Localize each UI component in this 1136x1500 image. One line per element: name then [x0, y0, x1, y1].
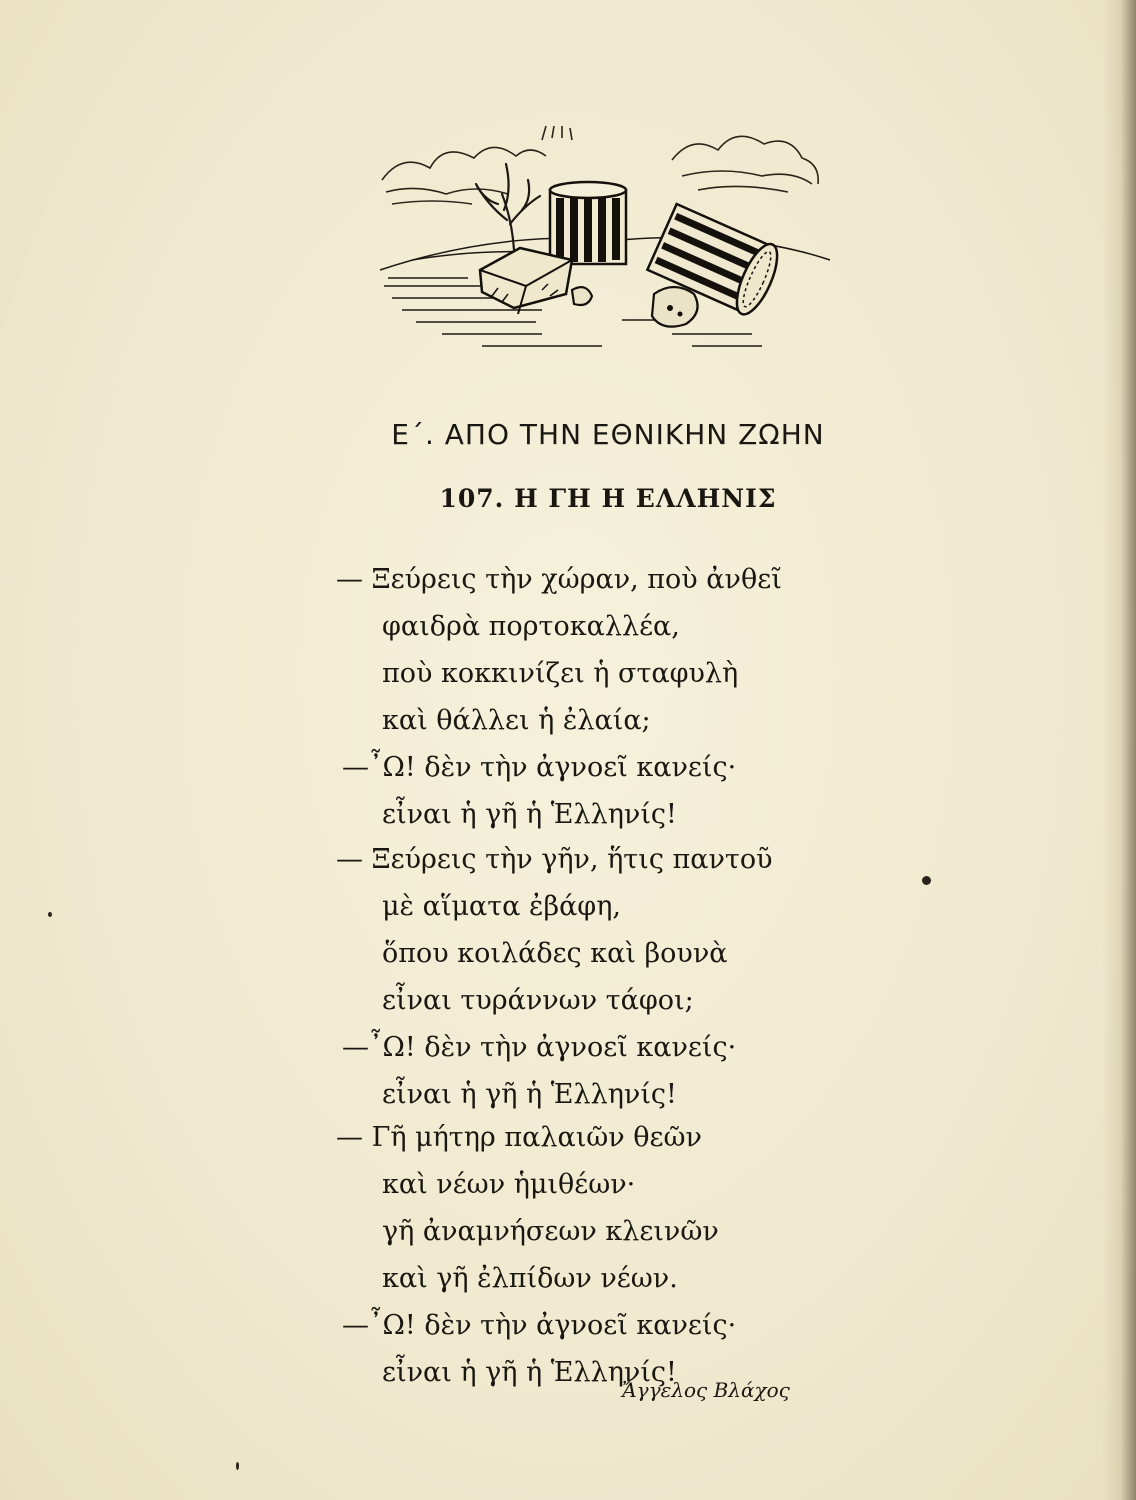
poem-refrain-line: —῏Ω! δὲν τὴν ἀγνοεῖ κανείς· — [342, 752, 737, 783]
poem-line: καὶ θάλλει ἡ ἐλαία; — [382, 705, 651, 736]
stanza-1 — [336, 556, 782, 838]
poem-line: ὅπου κοιλάδες καὶ βουνὰ — [382, 938, 728, 969]
stanza-3 — [336, 1114, 736, 1396]
poem-line: γῆ ἀναμνήσεων κλεινῶν — [382, 1216, 719, 1247]
poem-line: μὲ αἵματα ἐβάφη, — [382, 891, 621, 922]
poem-line: — Γῆ μήτηρ παλαιῶν θεῶν — [336, 1122, 702, 1153]
paper-speck — [236, 1462, 239, 1470]
ruins-vignette-illustration — [372, 120, 832, 360]
stanza-2 — [336, 836, 773, 1118]
page-edge-shadow — [1102, 0, 1136, 1500]
poem-refrain-line: εἶναι ἡ γῆ ἡ Ἑλληνίς! — [382, 1357, 677, 1388]
poem-title: 107. Η ΓΗ Η ΕΛΛΗΝΙΣ — [439, 484, 777, 513]
poem-refrain-line: —῏Ω! δὲν τὴν ἀγνοεῖ κανείς· — [342, 1310, 737, 1341]
poem-line: — Ξεύρεις τὴν χώραν, ποὺ ἀνθεῖ — [336, 564, 782, 595]
poem-line: καὶ νέων ἡμιθέων· — [382, 1169, 636, 1200]
poem-refrain-line: εἶναι ἡ γῆ ἡ Ἑλληνίς! — [382, 1079, 677, 1110]
poem-refrain-line: —῏Ω! δὲν τὴν ἀγνοεῖ κανείς· — [342, 1032, 737, 1063]
poem-line: — Ξεύρεις τὴν γῆν, ἥτις παντοῦ — [336, 844, 773, 875]
poem-line: καὶ γῆ ἐλπίδων νέων. — [382, 1263, 678, 1294]
poem-line: εἶναι τυράννων τάφοι; — [382, 985, 694, 1016]
poem-refrain-line: εἶναι ἡ γῆ ἡ Ἑλληνίς! — [382, 799, 677, 830]
poem-author: Ἄγγελος Βλάχος — [622, 1378, 790, 1402]
paper-speck — [922, 876, 931, 885]
poem-line: φαιδρὰ πορτοκαλλέα, — [382, 611, 680, 642]
paper-speck — [48, 912, 52, 917]
poem-line: ποὺ κοκκινίζει ἡ σταφυλὴ — [382, 658, 739, 689]
section-heading: Ε΄. ΑΠΟ ΤΗΝ ΕΘΝΙΚΗΝ ΖΩΗΝ — [391, 418, 825, 451]
